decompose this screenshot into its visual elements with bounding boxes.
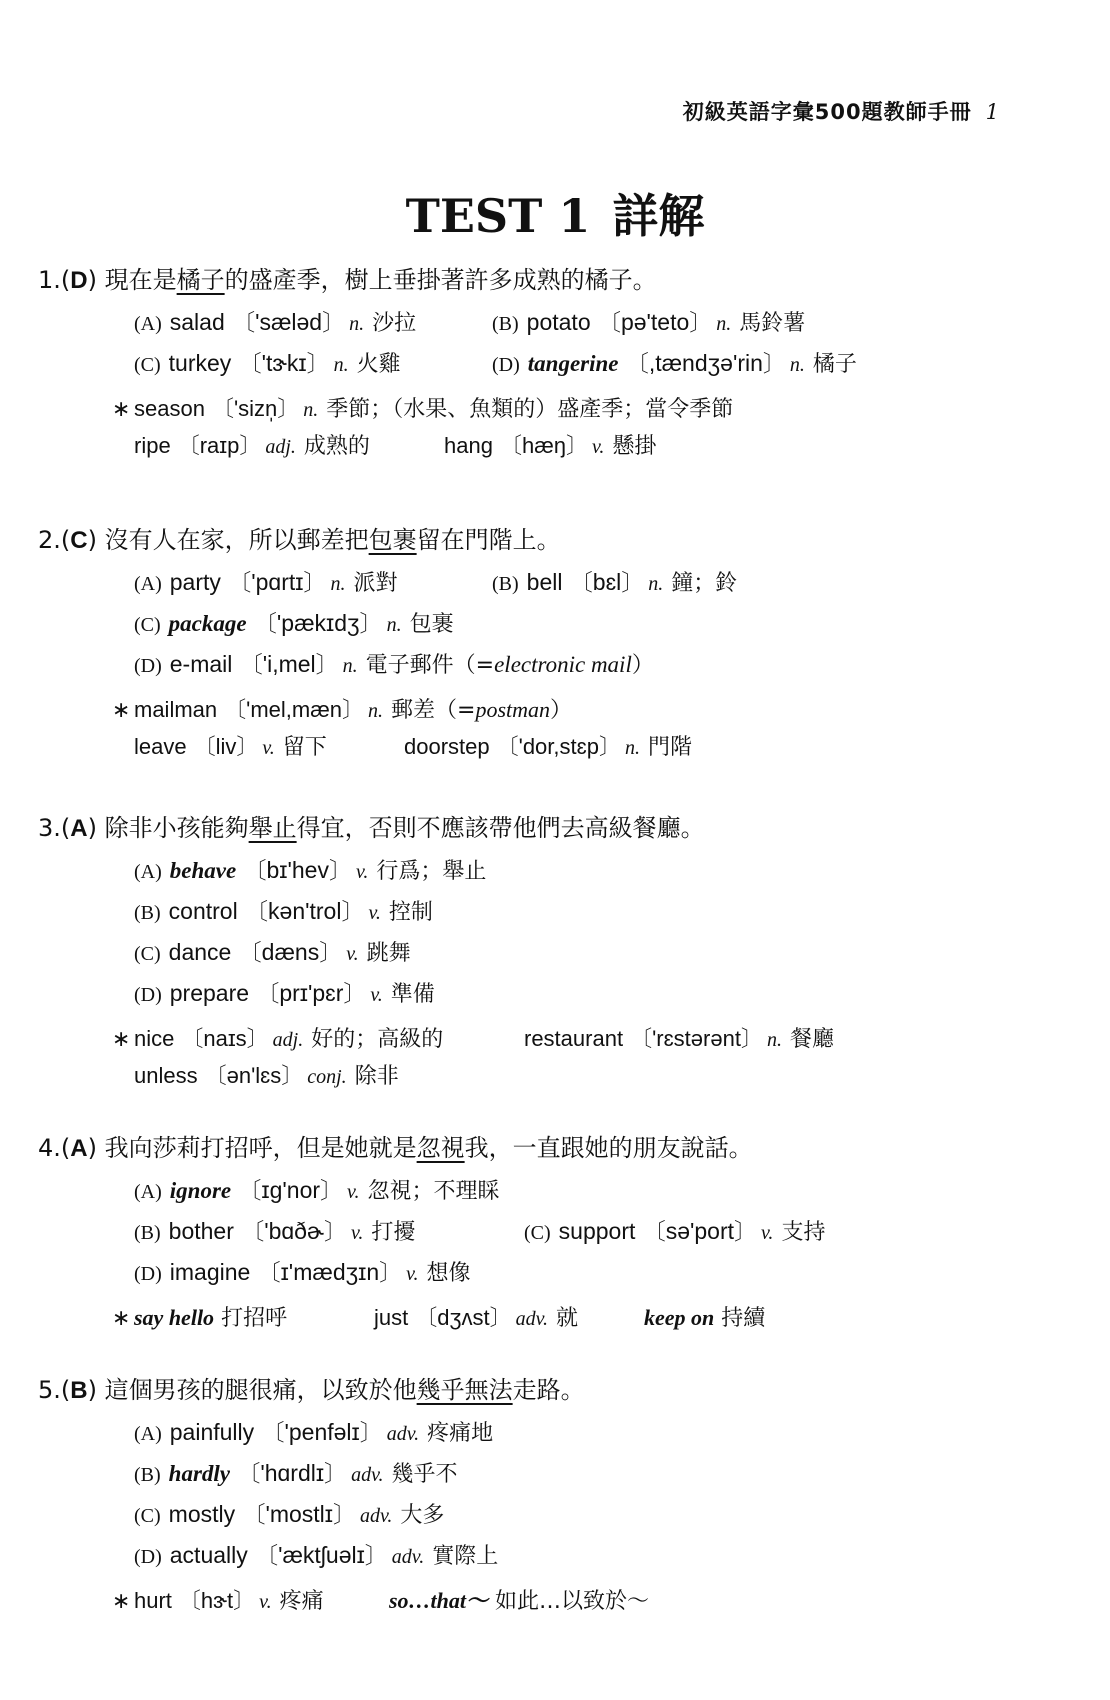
option-row: [134, 1171, 1078, 1212]
answer-letter: C: [70, 527, 88, 554]
option-label: (D): [134, 655, 162, 677]
part-of-speech: v.: [347, 1181, 360, 1203]
underlined-term: 包裹: [368, 526, 417, 554]
note-word: unless: [134, 1063, 198, 1088]
note-word: season: [134, 396, 205, 421]
note-item: [134, 729, 404, 766]
option-word: package: [168, 611, 247, 636]
option-word: bother: [168, 1218, 234, 1244]
note-word: ripe: [134, 433, 171, 458]
option-row: [134, 1413, 1078, 1454]
translation: 成熟的: [303, 434, 370, 459]
translation: 包裹: [409, 612, 454, 637]
option-label: (A): [134, 861, 162, 883]
part-of-speech: adv.: [359, 1505, 393, 1527]
option-label: (D): [134, 1546, 162, 1568]
underlined-term: 舉止: [248, 814, 297, 842]
phonetic: 〔'pækɪdʒ〕: [253, 610, 383, 636]
option-word: prepare: [169, 980, 250, 1006]
note-item: [134, 1583, 389, 1620]
phonetic: 〔raɪp〕: [177, 433, 262, 458]
option-b: [134, 1212, 524, 1253]
note-row: [134, 428, 1078, 465]
answer-letter: A: [70, 815, 88, 842]
note-word: mailman: [134, 697, 218, 722]
phonetic: 〔bɪ'hev〕: [243, 857, 352, 883]
option-row: [134, 645, 1078, 686]
note-phrase: say hello: [134, 1305, 215, 1330]
option-word: bell: [526, 569, 563, 595]
note-row: [134, 1058, 1078, 1095]
translation: 幾乎不: [391, 1462, 458, 1487]
part-of-speech: n.: [624, 737, 640, 759]
translation: 想像: [426, 1261, 471, 1286]
translation: 留下: [282, 735, 327, 760]
option-label: (C): [134, 943, 161, 965]
phonetic: 〔,tændʒə'rin〕: [625, 350, 786, 376]
part-of-speech: n.: [349, 313, 365, 335]
synonym: postman: [475, 697, 551, 722]
option-row: [134, 1495, 1078, 1536]
part-of-speech: v.: [262, 737, 275, 759]
note-word: restaurant: [524, 1026, 624, 1051]
option-word: control: [168, 898, 238, 924]
translation: 火雞: [356, 352, 401, 377]
phonetic: 〔'sizn̩〕: [211, 396, 300, 421]
option-row: [134, 1253, 1078, 1294]
option-label: (B): [492, 573, 519, 595]
stem-text: 這個男孩的腿很痛，以致於他: [104, 1376, 417, 1404]
phonetic: 〔sə'port〕: [642, 1218, 758, 1244]
part-of-speech: v.: [259, 1591, 272, 1613]
note-bullet: ∗: [112, 698, 131, 723]
options: [134, 563, 1078, 686]
phonetic: 〔'penfəlɪ〕: [261, 1419, 383, 1445]
option-c: [524, 1212, 825, 1253]
translation: 跳舞: [366, 941, 411, 966]
option-word: hardly: [168, 1461, 231, 1486]
part-of-speech: n.: [716, 313, 732, 335]
question-number: 3.: [38, 814, 61, 842]
part-of-speech: v.: [370, 984, 383, 1006]
phonetic: 〔'sæləd〕: [232, 309, 346, 335]
options: [134, 1171, 1078, 1294]
option-row: [134, 933, 1078, 974]
option-label: (C): [134, 1505, 161, 1527]
option-word: party: [169, 569, 221, 595]
vocab-notes: [112, 1583, 1078, 1620]
question-stem: 2.(C) 沒有人在家，所以郵差把包裹留在門階上。: [38, 522, 1078, 559]
translation: 如此…以致於～: [495, 1589, 650, 1614]
translation: 派對: [353, 571, 398, 596]
title-test: TEST 1: [405, 189, 591, 243]
option-word: potato: [526, 309, 591, 335]
part-of-speech: n.: [648, 573, 664, 595]
vocab-notes: [112, 1300, 1078, 1337]
option-b: [492, 563, 737, 604]
note-row: [112, 692, 1078, 729]
underlined-term: 橘子: [176, 266, 225, 294]
phonetic: 〔ən'lɛs〕: [204, 1063, 304, 1088]
paren-close: ）: [631, 653, 654, 678]
phonetic: 〔'mostlɪ〕: [242, 1501, 356, 1527]
note-row: [112, 391, 1078, 428]
stem-text: 除非小孩能夠: [104, 814, 249, 842]
option-row: [134, 344, 1078, 385]
translation: 忽視；不理睬: [367, 1179, 500, 1204]
phonetic: 〔'dor,stɛp〕: [496, 734, 621, 759]
phonetic: 〔'æktʃuəlɪ〕: [255, 1542, 388, 1568]
note-bullet: ∗: [112, 397, 131, 422]
answer-letter: B: [70, 1377, 88, 1404]
phonetic: 〔ɪ'mædʒɪn〕: [257, 1259, 403, 1285]
phonetic: 〔'pɑrtɪ〕: [228, 569, 327, 595]
vocab-notes: [112, 1021, 1078, 1095]
translation: 準備: [390, 982, 435, 1007]
note-item: [389, 1583, 649, 1620]
translation: 馬鈴薯: [739, 311, 806, 336]
translation: 打擾: [371, 1220, 416, 1245]
option-label: (D): [134, 1263, 162, 1285]
stem-text: 我，一直跟她的朋友說話。: [464, 1134, 753, 1162]
option-label: (A): [134, 573, 162, 595]
phonetic: 〔naɪs〕: [181, 1026, 269, 1051]
part-of-speech: n.: [333, 354, 349, 376]
translation: 持續: [721, 1306, 766, 1331]
note-row: [134, 729, 1078, 766]
title-suffix: 詳解: [612, 189, 705, 243]
translation: 疼痛地: [427, 1421, 494, 1446]
note-row: [112, 1583, 1078, 1620]
note-word: hang: [444, 433, 493, 458]
question-stem: 5.(B) 這個男孩的腿很痛，以致於他幾乎無法走路。: [38, 1372, 1078, 1409]
option-label: (D): [492, 354, 520, 376]
note-phrase: so…that～: [389, 1588, 489, 1613]
part-of-speech: n.: [368, 700, 384, 722]
translation: 打招呼: [221, 1306, 288, 1331]
option-row: [134, 303, 1078, 344]
translation: 門階: [647, 735, 692, 760]
question-2: [38, 522, 1078, 766]
part-of-speech: v.: [761, 1222, 774, 1244]
option-c: [134, 604, 454, 645]
phonetic: 〔hɝt〕: [178, 1588, 256, 1613]
note-word: nice: [134, 1026, 175, 1051]
note-bullet: ∗: [112, 1027, 131, 1052]
option-b: [492, 303, 805, 344]
option-row: [134, 892, 1078, 933]
question-number: 2.: [38, 526, 61, 554]
translation: 季節；（水果、魚類的）盛產季；當令季節: [326, 397, 734, 422]
part-of-speech: v.: [368, 902, 381, 924]
option-word: turkey: [168, 350, 232, 376]
option-word: tangerine: [527, 351, 619, 376]
part-of-speech: adv.: [386, 1423, 420, 1445]
answer-letter: A: [70, 1135, 88, 1162]
answer-letter: D: [70, 267, 88, 294]
question-3: [38, 810, 1078, 1095]
option-label: (C): [134, 614, 161, 636]
options: [134, 851, 1078, 1015]
option-row: [134, 851, 1078, 892]
options: [134, 1413, 1078, 1577]
question-number: 5.: [38, 1376, 61, 1404]
option-word: behave: [169, 858, 237, 883]
note-item: [374, 1300, 644, 1337]
question-1: [38, 262, 1078, 465]
part-of-speech: v.: [346, 943, 359, 965]
option-word: e-mail: [169, 651, 233, 677]
translation: 懸掛: [612, 434, 657, 459]
note-word: doorstep: [404, 734, 490, 759]
option-row: [134, 563, 1078, 604]
translation: 鐘；鈴: [671, 571, 738, 596]
part-of-speech: adv.: [351, 1464, 384, 1486]
phonetic: 〔bɛl〕: [569, 569, 645, 595]
question-4: [38, 1130, 1078, 1337]
option-word: dance: [168, 939, 232, 965]
part-of-speech: v.: [592, 436, 605, 458]
option-a: [134, 563, 492, 604]
phonetic: 〔hæŋ〕: [499, 433, 588, 458]
vocab-notes: [112, 692, 1078, 766]
stem-text: 得宜，否則不應該帶他們去高級餐廳。: [296, 814, 705, 842]
phonetic: 〔'hɑrdlɪ〕: [237, 1460, 348, 1486]
note-item: [404, 729, 692, 766]
stem-text: 沒有人在家，所以郵差把: [104, 526, 369, 554]
question-stem: 4.(A) 我向莎莉打招呼，但是她就是忽視我，一直跟她的朋友說話。: [38, 1130, 1078, 1167]
phonetic: 〔'bɑðɚ〕: [241, 1218, 347, 1244]
translation: 大多: [400, 1503, 445, 1528]
option-row: [134, 1536, 1078, 1577]
option-label: (B): [134, 1464, 161, 1486]
note-bullet: ∗: [112, 1589, 131, 1614]
phonetic: 〔kən'trol〕: [245, 898, 365, 924]
part-of-speech: v.: [355, 861, 369, 883]
phonetic: 〔'tɝkɪ〕: [238, 350, 330, 376]
book-title: 初級英語字彙500題教師手冊: [682, 100, 972, 124]
translation: 實際上: [432, 1544, 499, 1569]
translation: 就: [556, 1306, 579, 1331]
vocab-notes: [112, 391, 1078, 465]
option-word: actually: [169, 1542, 248, 1568]
underlined-term: 幾乎無法: [416, 1376, 513, 1404]
option-label: (C): [134, 354, 161, 376]
note-item: [644, 1300, 765, 1337]
part-of-speech: adj.: [265, 436, 296, 458]
option-word: imagine: [169, 1259, 251, 1285]
option-word: ignore: [169, 1178, 232, 1203]
phonetic: 〔pə'teto〕: [597, 309, 713, 335]
note-word: hurt: [134, 1588, 172, 1613]
phonetic: 〔'rɛstərənt〕: [630, 1026, 763, 1051]
question-5: [38, 1372, 1078, 1620]
part-of-speech: n.: [303, 399, 319, 421]
option-label: (A): [134, 1423, 162, 1445]
translation: 沙拉: [372, 311, 417, 336]
stem-text: 我向莎莉打招呼，但是她就是: [104, 1134, 417, 1162]
note-row: [112, 1021, 1078, 1058]
translation: 疼痛: [279, 1589, 324, 1614]
note-item: [134, 428, 444, 465]
option-word: painfully: [169, 1419, 255, 1445]
option-label: (B): [134, 1222, 161, 1244]
question-number: 4.: [38, 1134, 61, 1162]
question-number: 1.: [38, 266, 61, 294]
stem-text: 留在門階上。: [416, 526, 561, 554]
note-bullet: ∗: [112, 1306, 131, 1331]
translation: 電子郵件（=: [365, 653, 495, 678]
note-item: [134, 1021, 524, 1058]
stem-text: 的盛產季，樹上垂掛著許多成熟的橘子。: [224, 266, 657, 294]
translation: 郵差（=: [391, 698, 476, 723]
page-title: [0, 180, 1110, 246]
note-row: [112, 1300, 1078, 1337]
translation: 除非: [354, 1064, 399, 1089]
translation: 橘子: [812, 352, 857, 377]
full-form: electronic mail: [494, 652, 632, 677]
phonetic: 〔dæns〕: [238, 939, 343, 965]
note-item: [134, 1300, 374, 1337]
option-word: salad: [169, 309, 225, 335]
page-number: 1: [985, 100, 1000, 124]
stem-text: 現在是: [104, 266, 177, 294]
part-of-speech: adj.: [272, 1029, 304, 1051]
option-label: (A): [134, 313, 162, 335]
option-label: (B): [134, 902, 161, 924]
option-label: (B): [492, 313, 519, 335]
option-d: [134, 645, 654, 686]
part-of-speech: adv.: [391, 1546, 425, 1568]
stem-text: 走路。: [512, 1376, 585, 1404]
translation: 餐廳: [789, 1027, 834, 1052]
note-word: just: [374, 1305, 409, 1330]
translation: 行爲；舉止: [376, 859, 487, 884]
part-of-speech: v.: [406, 1263, 419, 1285]
part-of-speech: n.: [342, 655, 358, 677]
part-of-speech: v.: [350, 1222, 364, 1244]
part-of-speech: adv.: [515, 1308, 548, 1330]
note-phrase: keep on: [644, 1305, 715, 1330]
option-d: [492, 344, 857, 385]
phonetic: 〔liv〕: [193, 734, 259, 759]
options: [134, 303, 1078, 385]
option-label: (C): [524, 1222, 551, 1244]
option-word: mostly: [168, 1501, 236, 1527]
running-head: [683, 96, 1000, 126]
part-of-speech: conj.: [307, 1066, 347, 1088]
phonetic: 〔'mel,mæn〕: [224, 697, 365, 722]
phonetic: 〔prɪ'pɛr〕: [256, 980, 367, 1006]
note-word: leave: [134, 734, 187, 759]
question-stem: 3.(A) 除非小孩能夠舉止得宜，否則不應該帶他們去高級餐廳。: [38, 810, 1078, 847]
part-of-speech: n.: [386, 614, 402, 636]
part-of-speech: n.: [789, 354, 805, 376]
translation: 控制: [388, 900, 433, 925]
option-label: (A): [134, 1181, 162, 1203]
option-c: [134, 344, 492, 385]
option-row: [134, 974, 1078, 1015]
option-row: [134, 1454, 1078, 1495]
option-word: support: [558, 1218, 636, 1244]
underlined-term: 忽視: [416, 1134, 465, 1162]
question-stem: 1.(D) 現在是橘子的盛產季，樹上垂掛著許多成熟的橘子。: [38, 262, 1078, 299]
translation: 好的；高級的: [311, 1027, 444, 1052]
part-of-speech: n.: [330, 573, 346, 595]
phonetic: 〔dʒʌst〕: [415, 1305, 512, 1330]
option-row: [134, 1212, 1078, 1253]
option-row: [134, 604, 1078, 645]
translation: 支持: [781, 1220, 826, 1245]
note-item: [524, 1021, 834, 1058]
option-label: (D): [134, 984, 162, 1006]
paren-close: ）: [550, 698, 573, 723]
phonetic: 〔ɪg'nor〕: [238, 1177, 344, 1203]
part-of-speech: n.: [766, 1029, 782, 1051]
note-item: [444, 428, 656, 465]
phonetic: 〔'i,mel〕: [239, 651, 339, 677]
option-a: [134, 303, 492, 344]
